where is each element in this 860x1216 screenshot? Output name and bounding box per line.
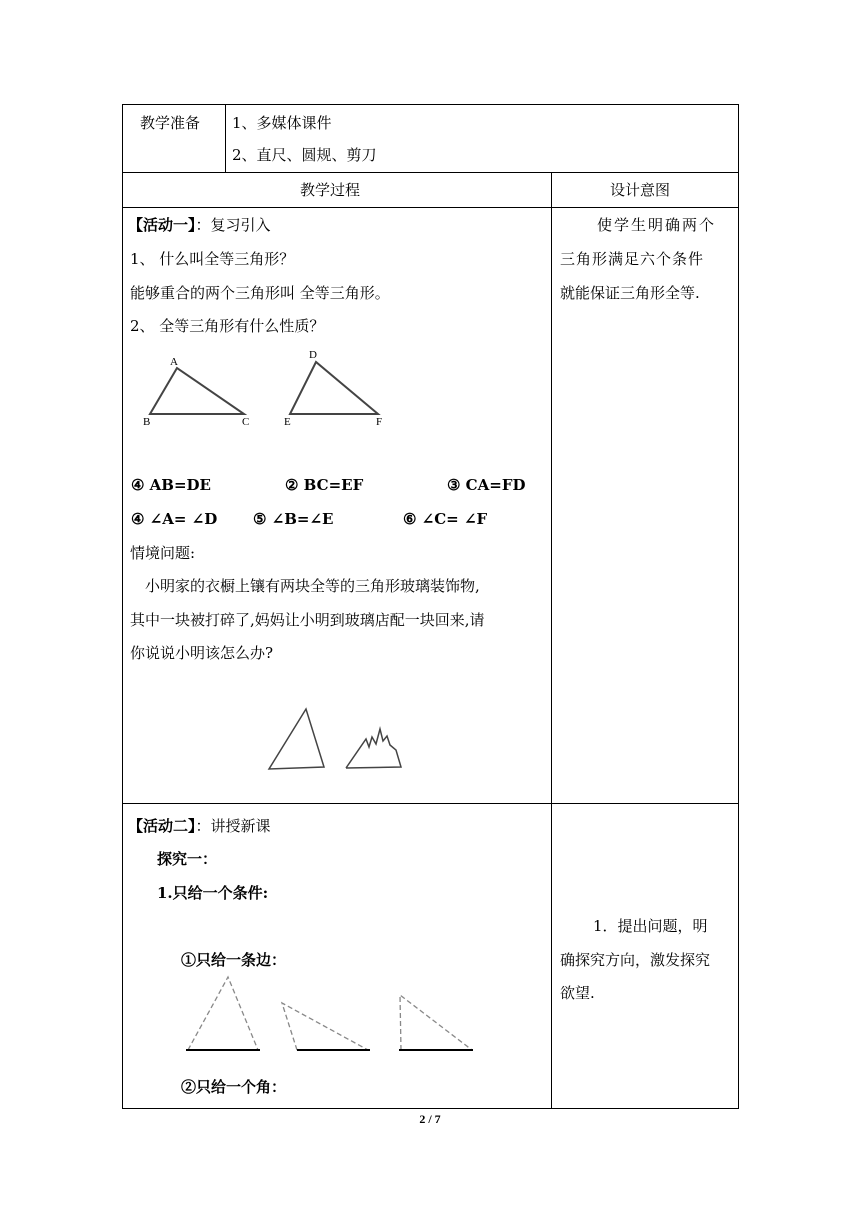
one-side-triangles-figure [182,970,482,1055]
table-top-border [122,104,739,105]
activity2-explore: 探究一： [157,850,218,868]
scenario-line-1: 小明家的衣橱上镶有两块全等的三角形玻璃装饰物, [145,577,480,595]
prep-label-divider [225,104,226,172]
header-intent: 设计意图 [610,181,671,199]
activity1-q2: 2、 全等三角形有什么性质？ [130,317,325,335]
activity2-title-text: ：讲授新课 [195,817,271,835]
broken-glass-triangle [346,729,401,768]
triangle-abc [150,368,244,414]
activity2-intent-line-3: 欲望. [560,984,595,1002]
activity1-a1: 能够重合的两个三角形叫 全等三角形。 [130,284,390,302]
dashed-triangle-2 [282,1003,368,1050]
triangle-label-d: D [309,349,317,361]
prep-label: 教学准备 [140,114,201,132]
activity1-q1: 1、 什么叫全等三角形？ [130,250,295,268]
prop-ab-de: ④ AB=DE [131,476,211,494]
table-header-bottom-border [122,207,739,208]
scenario-label: 情境问题: [130,544,196,562]
activity1-title [128,216,271,234]
activity1-intent-line-1: 使学生明确两个 [597,216,717,234]
activity1-title-text: ：复习引入 [195,216,271,234]
prop-angle-a-d: ④ ∠A= ∠D [131,510,218,528]
scenario-line-3: 你说说小明该怎么办? [130,644,274,662]
dashed-triangle-1 [188,977,258,1050]
prop-ca-fd: ③ CA=FD [447,476,526,494]
activity2-one-angle: ②只给一个角： [181,1078,287,1096]
page-number: 2 / 7 [419,1112,441,1126]
triangle-label-b: B [143,416,151,428]
header-process: 教学过程 [300,181,361,199]
intent-column-divider [551,172,552,1109]
prep-item-1: 1、多媒体课件 [232,114,332,132]
triangle-def [290,362,378,414]
activity2-intent-line-2: 确探究方向，激发探究 [560,951,711,969]
triangle-label-a: A [170,356,178,368]
prop-bc-ef: ② BC=EF [285,476,364,494]
table-right-border [738,104,739,1109]
prep-item-2: 2、直尺、圆规、剪刀 [232,146,377,164]
activity2-title-bracket: 【活动二】 [128,817,196,835]
prop-angle-c-f: ⑥ ∠C= ∠F [403,510,488,528]
activity2-one-condition: 1.只给一个条件: [157,884,269,902]
table-left-border [122,104,123,1109]
table-prep-bottom-border [122,172,739,173]
scenario-line-2: 其中一块被打碎了,妈妈让小明到玻璃店配一块回来,请 [130,611,485,629]
intact-glass-triangle [269,709,324,769]
prop-angle-b-e: ⑤ ∠B=∠E [253,510,334,528]
activity2-title [128,817,271,835]
triangle-label-f: F [376,416,383,428]
table-activity1-bottom-border [122,803,739,804]
intact-glass-triangle-figure [262,700,332,780]
triangle-label-c: C [242,416,250,428]
broken-glass-triangle-figure [340,718,410,778]
activity1-intent-line-3: 就能保证三角形全等. [560,284,700,302]
activity2-intent-line-1: 1．提出问题，明 [593,917,708,935]
activity1-intent-line-2: 三角形满足六个条件 [560,250,705,268]
dashed-triangle-3 [400,995,472,1050]
table-bottom-border [122,1108,739,1109]
triangle-label-e: E [284,416,291,428]
activity1-title-bracket: 【活动一】 [128,216,196,234]
activity2-one-side: ①只给一条边： [181,951,287,969]
